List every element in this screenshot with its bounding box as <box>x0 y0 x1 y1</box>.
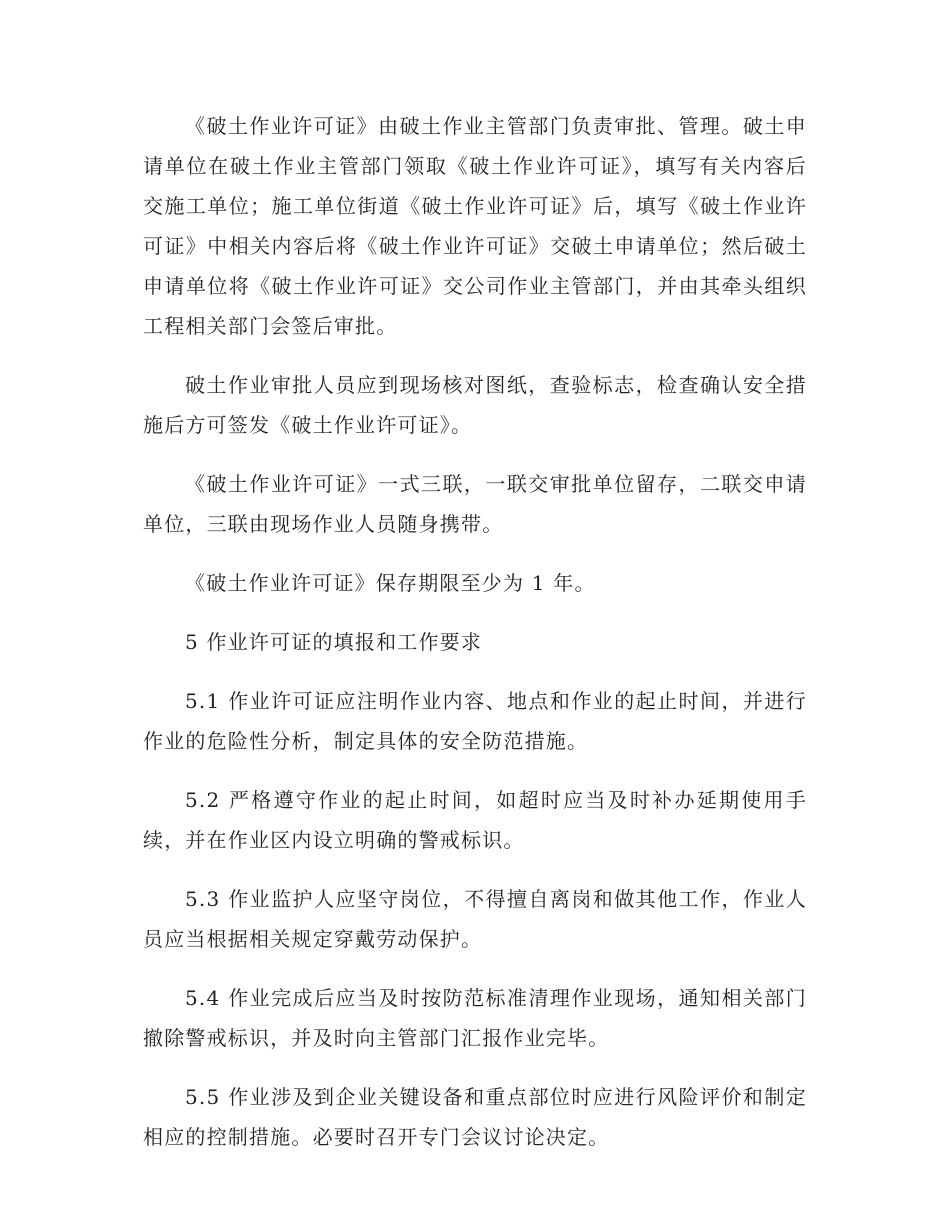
section-heading-5: 5 作业许可证的填报和工作要求 <box>185 630 483 654</box>
paragraph-permit-copies: 《破土作业许可证》一式三联，一联交审批单位留存，二联交申请单位，三联由现场作业人员随身携带。 <box>143 472 807 536</box>
paragraph-retention-period: 《破土作业许可证》保存期限至少为 1 年。 <box>185 571 596 595</box>
paragraph-site-verification: 破土作业审批人员应到现场核对图纸，查验标志，检查确认安全措施后方可签发《破土作业许可证》。 <box>143 373 807 437</box>
document-body <box>143 106 807 1176</box>
clause-5-1: 5.1 作业许可证应注明作业内容、地点和作业的起止时间，并进行作业的危险性分析，制定具体的安全防范措施。 <box>143 689 807 753</box>
clause-5-5: 5.5 作业涉及到企业关键设备和重点部位时应进行风险评价和制定相应的控制措施。必要时召开专门会议讨论决定。 <box>143 1085 807 1149</box>
clause-5-4: 5.4 作业完成后应当及时按防范标准清理作业现场，通知相关部门撤除警戒标识，并及时向主管部门汇报作业完毕。 <box>143 986 807 1050</box>
clause-5-2: 5.2 严格遵守作业的起止时间，如超时应当及时补办延期使用手续，并在作业区内设立明确的警戒标识。 <box>143 788 807 852</box>
clause-5-3: 5.3 作业监护人应坚守岗位，不得擅自离岗和做其他工作，作业人员应当根据相关规定穿戴劳动保护。 <box>143 887 807 951</box>
paragraph-permit-approval: 《破土作业许可证》由破土作业主管部门负责审批、管理。破土申请单位在破土作业主管部门领取《破土作业许可证》，填写有关内容后交施工单位；施工单位街道《破土作业许可证》后，填写《破土作业许可证》中相关内容后将《破土作业许可证》交破土申请单位；然后破土申请单位将《破土作业许可证》交公司作业主管部门，并由其牵头组织工程相关部门会签后审批。 <box>143 114 807 338</box>
